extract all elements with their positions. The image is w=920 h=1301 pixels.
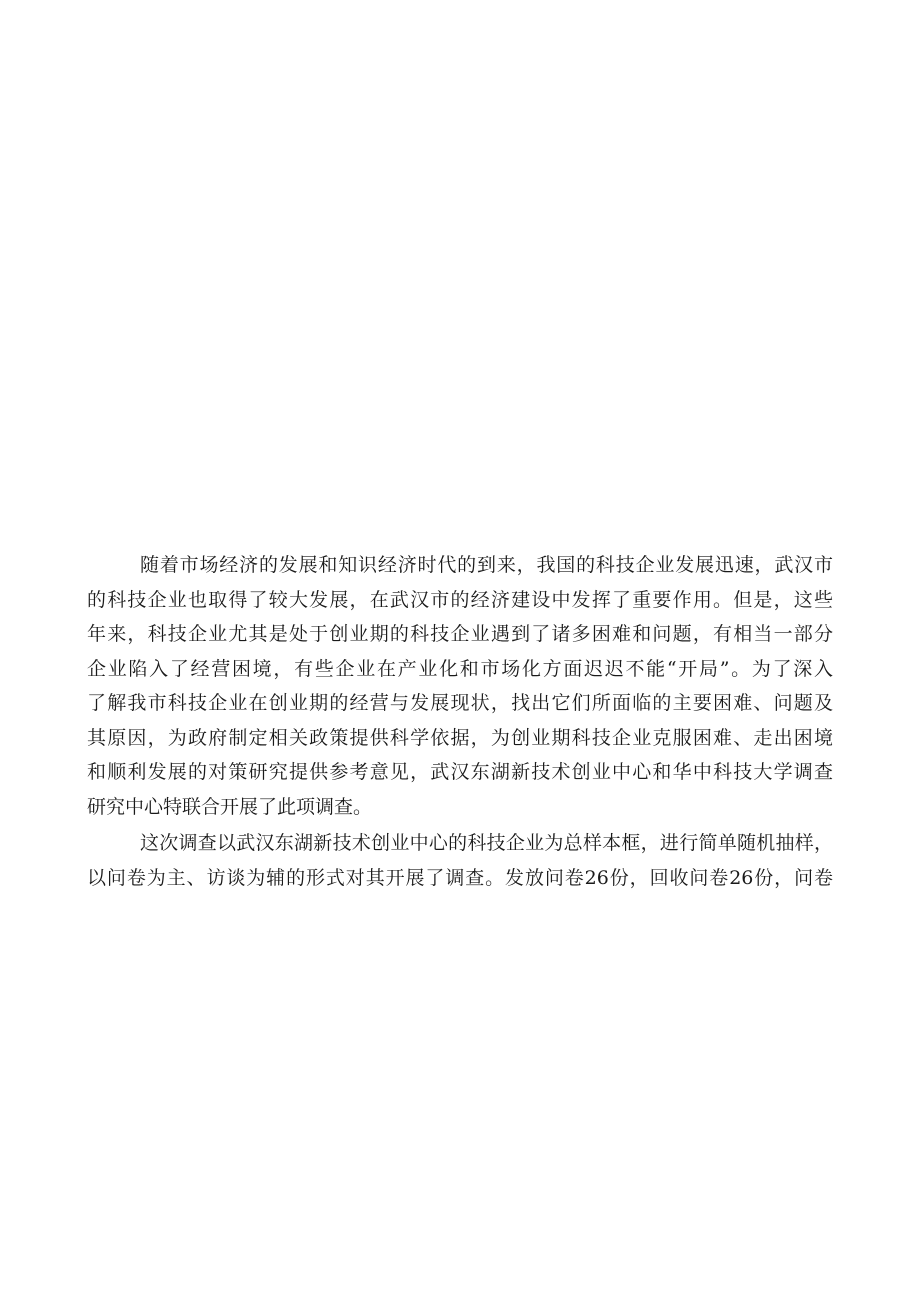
paragraph-line: 年来，科技企业尤其是处于创业期的科技企业遇到了诸多困难和问题，有相当一部分 [87, 623, 833, 645]
body-text [87, 548, 833, 895]
paragraph-line: 随着市场经济的发展和知识经济时代的到来，我国的科技企业发展迅速，武汉市 [140, 554, 833, 576]
paragraph-2 [87, 826, 833, 895]
paragraph-1 [87, 548, 833, 824]
paragraph-line: 其原因，为政府制定相关政策提供科学依据，为创业期科技企业克服困难、走出困境 [87, 726, 833, 749]
paragraph-line: 研究中心特联合开展了此项调查。 [87, 795, 373, 818]
paragraph-line: 这次调查以武汉东湖新技术创业中心的科技企业为总样本框，进行简单随机抽样， [140, 832, 833, 854]
paragraph-line: 的科技企业也取得了较大发展，在武汉市的经济建设中发挥了重要作用。但是，这些 [87, 588, 833, 611]
paragraph-line: 以问卷为主、访谈为辅的形式对其开展了调查。发放问卷26份，回收问卷26份，问卷 [87, 866, 833, 889]
paragraph-line: 了解我市科技企业在创业期的经营与发展现状，找出它们所面临的主要困难、问题及 [87, 692, 833, 714]
paragraph-line: 和顺利发展的对策研究提供参考意见，武汉东湖新技术创业中心和华中科技大学调查 [87, 761, 833, 783]
paragraph-line: 企业陷入了经营困境，有些企业在产业化和市场化方面迟迟不能“开局”。为了深入 [87, 657, 833, 680]
